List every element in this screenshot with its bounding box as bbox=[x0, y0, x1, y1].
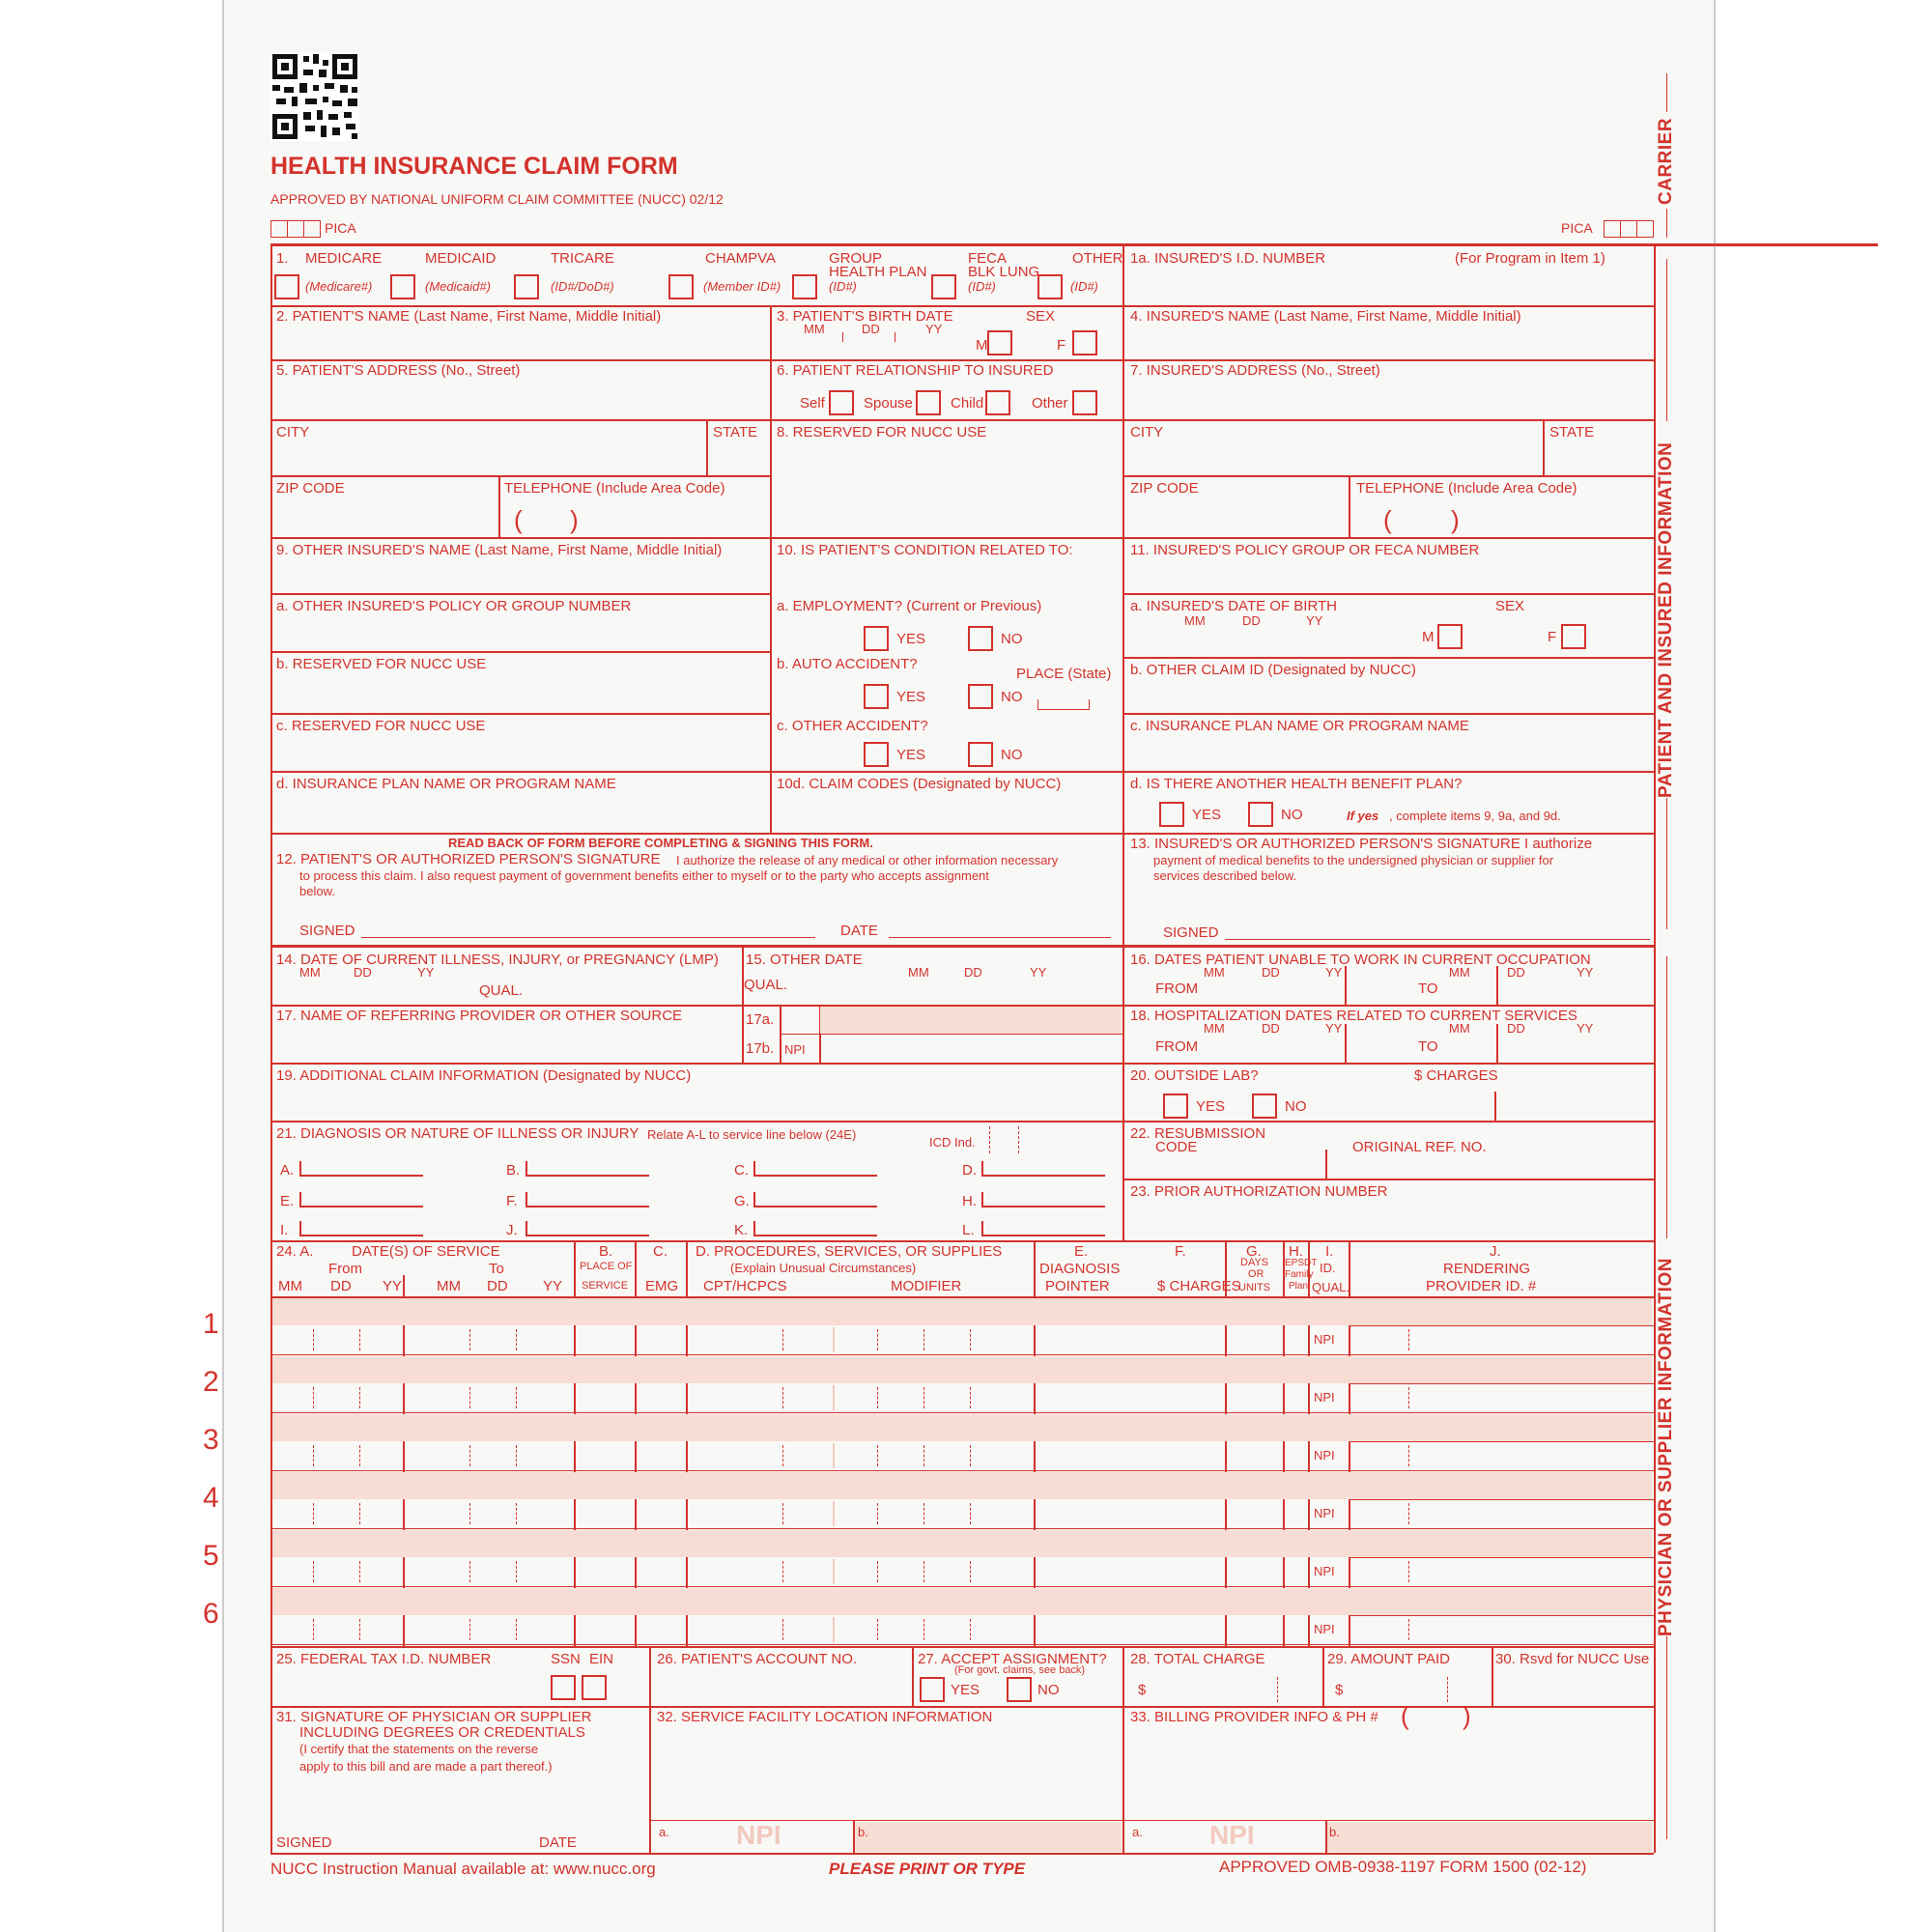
f10b-no: NO bbox=[1001, 689, 1023, 705]
f8-label: 8. RESERVED FOR NUCC USE bbox=[777, 424, 987, 440]
f11a-sex: SEX bbox=[1495, 598, 1525, 614]
patient-tel-paren-close: ) bbox=[570, 505, 579, 534]
side-patient-info: PATIENT AND INSURED INFORMATION bbox=[1656, 441, 1676, 798]
footer-print: PLEASE PRINT OR TYPE bbox=[829, 1860, 1026, 1878]
f16-from-mm: MM bbox=[1204, 965, 1225, 980]
footer-nucc: NUCC Instruction Manual available at: www.nucc.org bbox=[270, 1860, 656, 1878]
f13-label: 13. INSURED'S OR AUTHORIZED PERSON'S SIGNATURE I authorize bbox=[1130, 836, 1593, 852]
diagnosis-input[interactable] bbox=[299, 1161, 423, 1177]
diagnosis-input[interactable] bbox=[299, 1192, 423, 1208]
patient-zip-label: ZIP CODE bbox=[276, 480, 345, 497]
employment-no-checkbox[interactable] bbox=[968, 626, 993, 651]
f10a-no: NO bbox=[1001, 631, 1023, 647]
f17a-label: 17a. bbox=[746, 1011, 775, 1028]
f3-yy: YY bbox=[925, 322, 943, 336]
outside-lab-no-checkbox[interactable] bbox=[1252, 1094, 1277, 1119]
f13-text1: payment of medical benefits to the undersigned physician or supplier for bbox=[1153, 853, 1554, 867]
f20-no: NO bbox=[1285, 1098, 1307, 1115]
f25-label: 25. FEDERAL TAX I.D. NUMBER bbox=[276, 1651, 492, 1667]
f31-date: DATE bbox=[539, 1834, 577, 1851]
service-line-number: 6 bbox=[203, 1598, 219, 1630]
patient-tel-label: TELEPHONE (Include Area Code) bbox=[504, 480, 725, 497]
patient-tel-paren-open: ( bbox=[514, 505, 523, 534]
f16-from: FROM bbox=[1155, 980, 1199, 997]
f18-to-yy: YY bbox=[1577, 1021, 1594, 1036]
f25-ssn: SSN bbox=[551, 1651, 581, 1667]
program-medicare-sub: (Medicare#) bbox=[305, 279, 373, 294]
f24g-label: G. bbox=[1246, 1243, 1262, 1260]
f31-line2: INCLUDING DEGREES OR CREDENTIALS bbox=[299, 1724, 585, 1741]
f16-to: TO bbox=[1418, 980, 1438, 997]
diagnosis-letter: J. bbox=[506, 1222, 518, 1238]
service-line-npi-label: NPI bbox=[1314, 1622, 1335, 1636]
f32-a: a. bbox=[659, 1825, 669, 1839]
f24-from-dd: DD bbox=[330, 1278, 352, 1294]
f10c-label: c. OTHER ACCIDENT? bbox=[777, 718, 928, 734]
program-group-sub: (ID#) bbox=[829, 279, 857, 294]
f24b-place1: PLACE OF bbox=[580, 1261, 633, 1272]
f1a-note: (For Program in Item 1) bbox=[1455, 250, 1605, 267]
f25-ein: EIN bbox=[589, 1651, 614, 1667]
pica-right-boxes[interactable] bbox=[1604, 220, 1654, 238]
f11c-label: c. INSURANCE PLAN NAME OR PROGRAM NAME bbox=[1130, 718, 1469, 734]
diagnosis-letter: H. bbox=[962, 1193, 977, 1209]
service-line-shaded-row[interactable] bbox=[272, 1356, 1652, 1383]
f24g-days2: OR bbox=[1248, 1268, 1264, 1280]
service-line-shaded-row[interactable] bbox=[272, 1588, 1652, 1615]
program-champva-label: CHAMPVA bbox=[705, 250, 777, 267]
ssn-checkbox[interactable] bbox=[551, 1675, 576, 1700]
program-feca-label: FECA bbox=[968, 250, 1008, 267]
program-feca-label2: BLK LUNG bbox=[968, 264, 1040, 280]
f11a-label: a. INSURED'S DATE OF BIRTH bbox=[1130, 598, 1338, 614]
f14-label: 14. DATE OF CURRENT ILLNESS, INJURY, or PREGNANCY (LMP) bbox=[276, 952, 719, 968]
item1-number: 1. bbox=[276, 250, 289, 267]
f5-label: 5. PATIENT'S ADDRESS (No., Street) bbox=[276, 362, 521, 379]
f12-text3: below. bbox=[299, 884, 335, 898]
insured-sex-m-checkbox[interactable] bbox=[1437, 624, 1463, 649]
patient-sex-m-checkbox[interactable] bbox=[987, 330, 1012, 355]
f6-spouse: Spouse bbox=[864, 395, 913, 412]
f24h-label: H. bbox=[1289, 1243, 1303, 1260]
diagnosis-letter: C. bbox=[734, 1162, 749, 1179]
f31-line4: apply to this bill and are made a part thereof.) bbox=[299, 1759, 553, 1774]
accept-assignment-yes-checkbox[interactable] bbox=[920, 1677, 945, 1702]
f33-label: 33. BILLING PROVIDER INFO & PH # bbox=[1130, 1709, 1378, 1725]
f29-dollar: $ bbox=[1335, 1682, 1344, 1698]
f9a-label: a. OTHER INSURED'S POLICY OR GROUP NUMBER bbox=[276, 598, 632, 614]
f9d-label: d. INSURANCE PLAN NAME OR PROGRAM NAME bbox=[276, 776, 616, 792]
f32-label: 32. SERVICE FACILITY LOCATION INFORMATION bbox=[657, 1709, 993, 1725]
f32a-npi-watermark: NPI bbox=[736, 1820, 781, 1850]
f3-sex: SEX bbox=[1026, 308, 1056, 325]
f11d-label: d. IS THERE ANOTHER HEALTH BENEFIT PLAN? bbox=[1130, 776, 1463, 792]
f24h-epsdt2: Family bbox=[1285, 1269, 1314, 1280]
f11a-yy: YY bbox=[1306, 613, 1323, 628]
insured-tel-paren-open: ( bbox=[1383, 505, 1392, 534]
f12-date: DATE bbox=[840, 923, 878, 939]
service-line-npi-label: NPI bbox=[1314, 1448, 1335, 1463]
f27-note: (For govt. claims, see back) bbox=[954, 1664, 1086, 1676]
f14-mm: MM bbox=[299, 965, 321, 980]
f9-label: 9. OTHER INSURED'S NAME (Last Name, First Name, Middle Initial) bbox=[276, 542, 723, 558]
medicare-checkbox[interactable] bbox=[274, 274, 299, 299]
tricare-checkbox[interactable] bbox=[514, 274, 539, 299]
f10c-yes: YES bbox=[896, 747, 926, 763]
f13-text2: services described below. bbox=[1153, 868, 1297, 883]
f13-signed: SIGNED bbox=[1163, 924, 1219, 941]
f32-b: b. bbox=[858, 1825, 868, 1839]
program-medicare-label: MEDICARE bbox=[305, 250, 383, 267]
diagnosis-letter: E. bbox=[280, 1193, 295, 1209]
f24-from-yy: YY bbox=[383, 1278, 403, 1294]
form-title: HEALTH INSURANCE CLAIM FORM bbox=[270, 153, 678, 180]
f28-label: 28. TOTAL CHARGE bbox=[1130, 1651, 1265, 1667]
ein-checkbox[interactable] bbox=[582, 1675, 607, 1700]
f24d-label: D. PROCEDURES, SERVICES, OR SUPPLIES bbox=[696, 1243, 1003, 1260]
f16-to-mm: MM bbox=[1449, 965, 1470, 980]
program-feca-sub: (ID#) bbox=[968, 279, 996, 294]
f18-to-dd: DD bbox=[1507, 1021, 1525, 1036]
f14-qual: QUAL. bbox=[479, 982, 524, 999]
f6-other: Other bbox=[1032, 395, 1068, 412]
diagnosis-input[interactable] bbox=[981, 1161, 1105, 1177]
f10b-yes: YES bbox=[896, 689, 926, 705]
f24d-cpt: CPT/HCPCS bbox=[703, 1278, 787, 1294]
medicaid-checkbox[interactable] bbox=[390, 274, 415, 299]
f24d-modifier: MODIFIER bbox=[891, 1278, 962, 1294]
f24f-label: F. bbox=[1175, 1243, 1186, 1260]
qr-code-icon bbox=[270, 52, 359, 141]
insured-state-label: STATE bbox=[1549, 424, 1595, 440]
feca-checkbox[interactable] bbox=[931, 274, 956, 299]
program-other-label: OTHER bbox=[1072, 250, 1123, 267]
f11-label: 11. INSURED'S POLICY GROUP OR FECA NUMBER bbox=[1130, 542, 1480, 558]
f33a-npi-watermark: NPI bbox=[1209, 1820, 1255, 1850]
f33-paren-close: ) bbox=[1463, 1701, 1471, 1730]
f24j-rend2: PROVIDER ID. # bbox=[1426, 1278, 1537, 1294]
patient-state-label: STATE bbox=[713, 424, 758, 440]
f12-text2: to process this claim. I also request payment of government benefits either to myself or to the party who accepts assignment bbox=[299, 868, 989, 883]
readback-notice: READ BACK OF FORM BEFORE COMPLETING & SIGNING THIS FORM. bbox=[448, 836, 873, 850]
f21-label: 21. DIAGNOSIS OR NATURE OF ILLNESS OR INJURY bbox=[276, 1125, 639, 1142]
service-line-shaded-row[interactable] bbox=[272, 1298, 1652, 1325]
other-accident-no-checkbox[interactable] bbox=[968, 742, 993, 767]
relation-spouse-checkbox[interactable] bbox=[916, 390, 941, 415]
claim-form-sheet bbox=[203, 0, 1716, 1932]
f24g-days3: UNITS bbox=[1238, 1282, 1270, 1293]
diagnosis-input[interactable] bbox=[753, 1192, 877, 1208]
diagnosis-input[interactable] bbox=[526, 1221, 649, 1236]
champva-checkbox[interactable] bbox=[668, 274, 694, 299]
f14-yy: YY bbox=[417, 965, 435, 980]
program-medicaid-label: MEDICAID bbox=[425, 250, 497, 267]
f24e-diag: DIAGNOSIS bbox=[1039, 1261, 1121, 1277]
service-line-npi-label: NPI bbox=[1314, 1332, 1335, 1347]
f3-dd: DD bbox=[862, 322, 880, 336]
f27-no: NO bbox=[1037, 1682, 1060, 1698]
service-line-shaded-row[interactable] bbox=[272, 1472, 1652, 1499]
f11d-yes: YES bbox=[1192, 807, 1222, 823]
f12-label: 12. PATIENT'S OR AUTHORIZED PERSON'S SIGNATURE bbox=[276, 851, 661, 867]
auto-yes-checkbox[interactable] bbox=[864, 684, 889, 709]
service-line-npi-label: NPI bbox=[1314, 1564, 1335, 1578]
f16-from-yy: YY bbox=[1325, 965, 1343, 980]
f11d-ifyes: If yes bbox=[1347, 809, 1379, 823]
diagnosis-input[interactable] bbox=[981, 1221, 1105, 1236]
diagnosis-letter: L. bbox=[962, 1222, 975, 1238]
f18-to: TO bbox=[1418, 1038, 1438, 1055]
service-line-number: 5 bbox=[203, 1540, 219, 1572]
service-line-npi-label: NPI bbox=[1314, 1506, 1335, 1520]
other-accident-yes-checkbox[interactable] bbox=[864, 742, 889, 767]
diagnosis-input[interactable] bbox=[526, 1161, 649, 1177]
f16-from-dd: DD bbox=[1262, 965, 1280, 980]
f16-label: 16. DATES PATIENT UNABLE TO WORK IN CURRENT OCCUPATION bbox=[1130, 952, 1591, 968]
f9b-label: b. RESERVED FOR NUCC USE bbox=[276, 656, 487, 672]
f6-self: Self bbox=[800, 395, 825, 412]
f11d-ifyes-rest: , complete items 9, 9a, and 9d. bbox=[1389, 809, 1561, 823]
patient-city-label: CITY bbox=[276, 424, 310, 440]
f18-from: FROM bbox=[1155, 1038, 1199, 1055]
relation-self-checkbox[interactable] bbox=[829, 390, 854, 415]
f20-label: 20. OUTSIDE LAB? bbox=[1130, 1067, 1259, 1084]
f11a-dd: DD bbox=[1242, 613, 1261, 628]
f10b-place: PLACE (State) bbox=[1016, 666, 1112, 682]
f22-label: 22. RESUBMISSION bbox=[1130, 1125, 1266, 1142]
f24-to-dd: DD bbox=[487, 1278, 508, 1294]
insured-city-label: CITY bbox=[1130, 424, 1164, 440]
f20-charges: $ CHARGES bbox=[1414, 1067, 1498, 1084]
f10a-label: a. EMPLOYMENT? (Current or Previous) bbox=[777, 598, 1042, 614]
f9c-label: c. RESERVED FOR NUCC USE bbox=[276, 718, 486, 734]
f18-from-yy: YY bbox=[1325, 1021, 1343, 1036]
insured-sex-f-checkbox[interactable] bbox=[1561, 624, 1586, 649]
f18-from-mm: MM bbox=[1204, 1021, 1225, 1036]
f26-label: 26. PATIENT'S ACCOUNT NO. bbox=[657, 1651, 858, 1667]
f24-to-mm: MM bbox=[437, 1278, 461, 1294]
f24h-epsdt1: EPSDT bbox=[1285, 1258, 1318, 1268]
another-plan-no-checkbox[interactable] bbox=[1248, 802, 1273, 827]
f2-label: 2. PATIENT'S NAME (Last Name, First Name, Middle Initial) bbox=[276, 308, 662, 325]
diagnosis-letter: K. bbox=[734, 1222, 749, 1238]
diagnosis-letter: G. bbox=[734, 1193, 750, 1209]
f7-label: 7. INSURED'S ADDRESS (No., Street) bbox=[1130, 362, 1380, 379]
other-program-checkbox[interactable] bbox=[1037, 274, 1063, 299]
f24a-label: 24. A. bbox=[276, 1243, 314, 1260]
insured-tel-paren-close: ) bbox=[1451, 505, 1460, 534]
diagnosis-input[interactable] bbox=[753, 1221, 877, 1236]
f29-label: 29. AMOUNT PAID bbox=[1327, 1651, 1450, 1667]
f11d-no: NO bbox=[1281, 807, 1303, 823]
f16-to-yy: YY bbox=[1577, 965, 1594, 980]
f30-label: 30. Rsvd for NUCC Use bbox=[1495, 1651, 1650, 1667]
f24-to-yy: YY bbox=[543, 1278, 563, 1294]
f19-label: 19. ADDITIONAL CLAIM INFORMATION (Designated by NUCC) bbox=[276, 1067, 692, 1084]
service-line-number: 3 bbox=[203, 1424, 219, 1456]
f22-orig: ORIGINAL REF. NO. bbox=[1352, 1139, 1487, 1155]
f6-label: 6. PATIENT RELATIONSHIP TO INSURED bbox=[777, 362, 1054, 379]
insured-tel-label: TELEPHONE (Include Area Code) bbox=[1356, 480, 1577, 497]
diagnosis-input[interactable] bbox=[299, 1221, 423, 1236]
program-tricare-sub: (ID#/DoD#) bbox=[551, 279, 614, 294]
program-other-sub: (ID#) bbox=[1070, 279, 1098, 294]
service-line-npi-label: NPI bbox=[1314, 1390, 1335, 1405]
f27-yes: YES bbox=[951, 1682, 980, 1698]
f11a-f: F bbox=[1548, 629, 1557, 645]
program-medicaid-sub: (Medicaid#) bbox=[425, 279, 491, 294]
f6-child: Child bbox=[951, 395, 984, 412]
service-line-number: 2 bbox=[203, 1366, 219, 1398]
service-line-shaded-row[interactable] bbox=[272, 1530, 1652, 1557]
f11a-m: M bbox=[1422, 629, 1435, 645]
f10d-label: 10d. CLAIM CODES (Designated by NUCC) bbox=[777, 776, 1062, 792]
employment-yes-checkbox[interactable] bbox=[864, 626, 889, 651]
side-physician-info: PHYSICIAN OR SUPPLIER INFORMATION bbox=[1656, 1258, 1676, 1636]
f10b-label: b. AUTO ACCIDENT? bbox=[777, 656, 918, 672]
outside-lab-yes-checkbox[interactable] bbox=[1163, 1094, 1188, 1119]
side-carrier: CARRIER bbox=[1656, 117, 1676, 205]
f24j-label: J. bbox=[1490, 1243, 1501, 1260]
f11b-label: b. OTHER CLAIM ID (Designated by NUCC) bbox=[1130, 662, 1416, 678]
program-tricare-label: TRICARE bbox=[551, 250, 614, 267]
f15-mm: MM bbox=[908, 965, 929, 980]
f24i-qual: QUAL. bbox=[1312, 1280, 1350, 1294]
f22-code: CODE bbox=[1155, 1139, 1198, 1155]
f33-b: b. bbox=[1329, 1825, 1340, 1839]
f20-yes: YES bbox=[1196, 1098, 1226, 1115]
f18-from-dd: DD bbox=[1262, 1021, 1280, 1036]
f24c-emg: EMG bbox=[645, 1278, 679, 1294]
diagnosis-letter: D. bbox=[962, 1162, 977, 1179]
f24g-days1: DAYS bbox=[1240, 1257, 1269, 1268]
f17-label: 17. NAME OF REFERRING PROVIDER OR OTHER SOURCE bbox=[276, 1008, 683, 1024]
place-state-input[interactable] bbox=[1037, 699, 1090, 710]
f17b-npi: NPI bbox=[784, 1042, 806, 1057]
patient-sex-f-checkbox[interactable] bbox=[1072, 330, 1097, 355]
f24-from: From bbox=[328, 1261, 362, 1277]
f24b-place2: SERVICE bbox=[582, 1280, 629, 1292]
f31-signed: SIGNED bbox=[276, 1834, 332, 1851]
f24b-label: B. bbox=[599, 1243, 613, 1260]
diagnosis-input[interactable] bbox=[753, 1161, 877, 1177]
diagnosis-letter: I. bbox=[280, 1222, 289, 1238]
f10a-yes: YES bbox=[896, 631, 926, 647]
f24h-epsdt3: Plan bbox=[1289, 1281, 1309, 1292]
f24i-id: ID. bbox=[1320, 1261, 1336, 1275]
f31-line1: 31. SIGNATURE OF PHYSICIAN OR SUPPLIER bbox=[276, 1709, 592, 1725]
diagnosis-letter: A. bbox=[280, 1162, 295, 1179]
f33-a: a. bbox=[1132, 1825, 1143, 1839]
pica-right-label: PICA bbox=[1561, 220, 1593, 236]
accept-assignment-no-checkbox[interactable] bbox=[1007, 1677, 1032, 1702]
f24-dates-label: DATE(S) OF SERVICE bbox=[352, 1243, 500, 1260]
f11a-mm: MM bbox=[1184, 613, 1206, 628]
f24-from-mm: MM bbox=[278, 1278, 302, 1294]
diagnosis-letter: F. bbox=[506, 1193, 518, 1209]
service-line-number: 1 bbox=[203, 1308, 219, 1340]
f24e-pointer: POINTER bbox=[1045, 1278, 1110, 1294]
footer-approved: APPROVED OMB-0938-1197 FORM 1500 (02-12) bbox=[1219, 1858, 1587, 1876]
f12-signed: SIGNED bbox=[299, 923, 355, 939]
f31-line3: (I certify that the statements on the reverse bbox=[299, 1742, 539, 1756]
approved-by: APPROVED BY NATIONAL UNIFORM CLAIM COMMITTEE (NUCC) 02/12 bbox=[270, 191, 724, 207]
f24i-label: I. bbox=[1325, 1243, 1334, 1260]
f24-to: To bbox=[489, 1261, 504, 1277]
f3-m: M bbox=[976, 337, 988, 354]
f17b-label: 17b. bbox=[746, 1040, 775, 1057]
group-health-checkbox[interactable] bbox=[792, 274, 817, 299]
f10-label: 10. IS PATIENT'S CONDITION RELATED TO: bbox=[777, 542, 1073, 558]
service-line-shaded-row[interactable] bbox=[272, 1414, 1652, 1441]
f3-f: F bbox=[1057, 337, 1066, 354]
f15-dd: DD bbox=[964, 965, 982, 980]
f27-label: 27. ACCEPT ASSIGNMENT? bbox=[918, 1651, 1107, 1667]
f16-to-dd: DD bbox=[1507, 965, 1525, 980]
diagnosis-input[interactable] bbox=[526, 1192, 649, 1208]
f33-paren-open: ( bbox=[1401, 1701, 1409, 1730]
f12-text1: I authorize the release of any medical or other information necessary bbox=[676, 853, 1059, 867]
f23-label: 23. PRIOR AUTHORIZATION NUMBER bbox=[1130, 1183, 1388, 1200]
f24c-label: C. bbox=[653, 1243, 668, 1260]
pica-left-boxes[interactable] bbox=[270, 220, 321, 238]
f3-mm: MM bbox=[804, 322, 825, 336]
relation-child-checkbox[interactable] bbox=[985, 390, 1010, 415]
f28-dollar: $ bbox=[1138, 1682, 1147, 1698]
f4-label: 4. INSURED'S NAME (Last Name, First Name, Middle Initial) bbox=[1130, 308, 1521, 325]
f15-qual: QUAL. bbox=[744, 977, 788, 993]
auto-no-checkbox[interactable] bbox=[968, 684, 993, 709]
diagnosis-letter: B. bbox=[506, 1162, 521, 1179]
pica-left-label: PICA bbox=[325, 220, 356, 236]
f14-dd: DD bbox=[354, 965, 372, 980]
f24d-explain: (Explain Unusual Circumstances) bbox=[730, 1261, 917, 1275]
program-champva-sub: (Member ID#) bbox=[703, 279, 781, 294]
program-group-label2: HEALTH PLAN bbox=[829, 264, 927, 280]
f24e-label: E. bbox=[1074, 1243, 1089, 1260]
f24j-rend1: RENDERING bbox=[1443, 1261, 1531, 1277]
program-group-label: GROUP bbox=[829, 250, 883, 267]
f21-relate: Relate A-L to service line below (24E) bbox=[647, 1127, 857, 1142]
f24f-charges: $ CHARGES bbox=[1157, 1278, 1241, 1294]
f3-label: 3. PATIENT'S BIRTH DATE bbox=[777, 308, 953, 325]
f15-label: 15. OTHER DATE bbox=[746, 952, 863, 968]
diagnosis-input[interactable] bbox=[981, 1192, 1105, 1208]
f10c-no: NO bbox=[1001, 747, 1023, 763]
f15-yy: YY bbox=[1030, 965, 1047, 980]
f21-icd: ICD Ind. bbox=[929, 1135, 976, 1150]
another-plan-yes-checkbox[interactable] bbox=[1159, 802, 1184, 827]
service-line-number: 4 bbox=[203, 1482, 219, 1514]
insured-zip-label: ZIP CODE bbox=[1130, 480, 1199, 497]
relation-other-checkbox[interactable] bbox=[1072, 390, 1097, 415]
f1a-label: 1a. INSURED'S I.D. NUMBER bbox=[1130, 250, 1326, 267]
f18-label: 18. HOSPITALIZATION DATES RELATED TO CURRENT SERVICES bbox=[1130, 1008, 1577, 1024]
f18-to-mm: MM bbox=[1449, 1021, 1470, 1036]
